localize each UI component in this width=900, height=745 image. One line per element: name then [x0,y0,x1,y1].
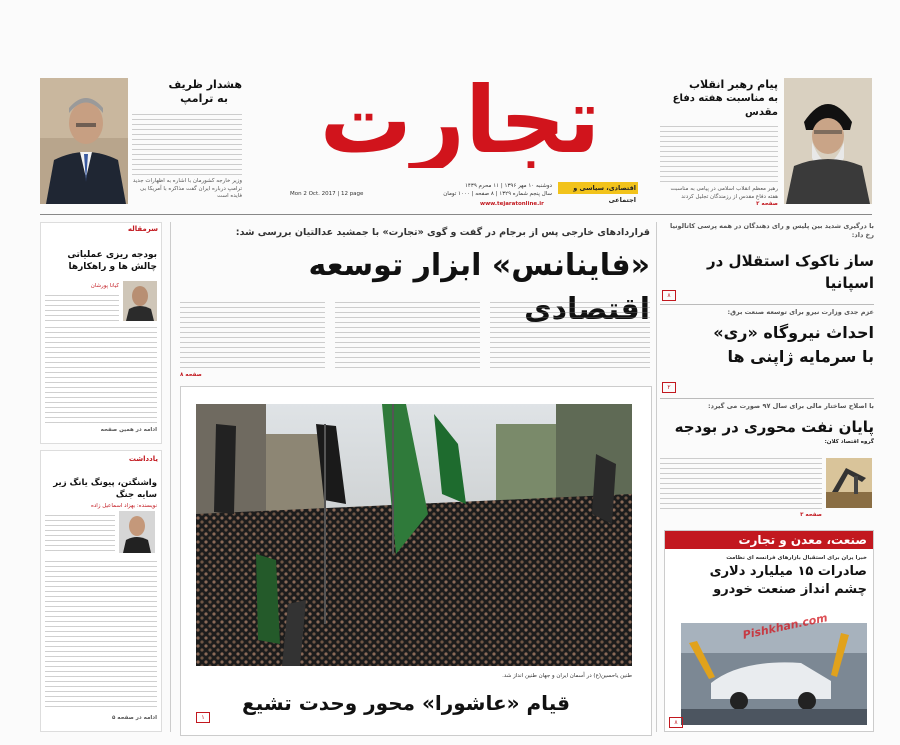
photo-headline: قیام «عاشورا» محور وحدت تشیع [242,691,570,715]
right-rule-2 [660,398,874,399]
masthead-date-latin: Mon 2 Oct. 2017 | 12 page [290,191,364,197]
left-promo-body: وزیر خارجه کشورمان با اشاره به اظهارات جدید ترامپ درباره ایران گفت مذاکره با آمریکا بی فایده است [132,178,242,199]
main-body-col1 [180,302,325,372]
spain-page-num: ۸ [662,290,676,301]
main-body-col2 [335,302,480,372]
budget-kicker: با اصلاح ساختار مالی برای سال ۹۷ صورت می گیرد: [708,402,874,410]
editorial-body-lines [45,327,157,423]
logo-text: تجارت [319,72,601,168]
right-promo-page-ref: صفحه ۲ [756,201,778,207]
main-body-col3 [490,302,650,372]
editorial-title: بودجه ریزی عملیاتی چالش ها و راهکارها [67,250,157,272]
industry-banner: صنعت، معدن و تجارت [665,531,873,549]
budget-body-lines [660,458,822,510]
powerplant-page-num: ۲ [662,382,676,393]
leader-photo [784,78,872,204]
note-intro-lines [45,515,115,555]
note-continue: ادامه در صفحه ۵ [112,715,157,721]
photo-caption: طنین یاحسین(ع) در آسمان ایران و جهان طنین انداز شد. [502,673,632,679]
editorial-intro-lines [45,295,119,321]
column-divider-right [656,222,657,732]
budget-headline: پایان نفت محوری در بودجه [674,418,874,436]
watermark: Pishkhan.com [741,611,829,642]
left-promo [132,78,242,201]
right-promo-title: پیام رهبر انقلاب [689,78,778,91]
industry-kicker: خبرا یران برای استقبال بازارهای فرانسه ای نظامت [726,555,867,561]
right-promo [660,78,778,209]
column-divider-left [170,222,171,732]
note-author: نویسنده: بهزاد اسماعیل زاده [90,503,157,509]
masthead-website: www.tejaratonline.ir [480,201,544,207]
note-body-lines [45,561,157,711]
editorial-label: سرمقاله [122,223,161,235]
spain-headline: ساز ناکوک استقلال در اسپانیا [707,252,874,292]
powerplant-headline-1: احداث نیروگاه «ری» [713,323,874,342]
right-item-powerplant [660,308,874,396]
editorial-author-photo [123,281,157,321]
left-column-note [40,450,162,732]
main-page-ref: صفحه ۸ [180,372,202,378]
right-item-budget [660,402,874,526]
left-promo-subtitle: به ترامپ [180,92,228,105]
budget-page-ref: صفحه ۳ [800,512,822,518]
spain-kicker: با درگیری شدید بین پلیس و رای دهندگان در همه پرسی کاتالونیا رخ داد: [670,222,874,239]
masthead-date2: سال پنجم شماره ۱۳۲۹ | ۸ صفحه | ۱۰۰۰ تومان [443,191,552,197]
left-promo-body-lines [132,114,242,176]
page-number-1: ۱ [196,712,210,723]
ashura-crowd-photo [196,404,632,666]
industry-headline-1: صادرات ۱۵ میلیارد دلاری [709,563,867,579]
right-item-spain [660,222,874,302]
editorial-continue: ادامه در همین صفحه [100,427,157,433]
editorial-author: کیانا پورشان [90,283,119,289]
masthead-tagline: اقتصادی، سیاسی و اجتماعی [573,184,636,204]
note-title: واشنگتن، پیونگ یانگ زیر سایه جنگ [53,478,157,500]
industry-page-num: ۸ [669,717,683,728]
main-headline: «فاینانس» ابزار توسعه اقتصادی [308,248,650,327]
industry-headline-2: چشم انداز صنعت خودرو [713,581,867,597]
note-label: یادداشت [128,455,158,463]
powerplant-kicker: عزم جدی وزارت نیرو برای توسعه صنعت برق: [727,308,874,316]
masthead-rule [40,214,872,215]
oil-pump-photo [826,458,872,508]
right-promo-body: رهبر معظم انقلاب اسلامی در پیامی به مناسبت هفته دفاع مقدس از رزمندگان تجلیل کردند [670,186,778,200]
car-factory-photo [681,623,867,725]
left-promo-title: هشدار ظریف [168,78,242,91]
right-rule-1 [660,304,874,305]
masthead-logo [290,72,630,168]
masthead-date: دوشنبه ۱۰ مهر ۱۳۹۶ | ۱۱ محرم ۱۴۳۹ [464,183,552,189]
budget-lead: گروه اقتصاد کلان: [824,439,874,445]
left-column-editorial [40,222,162,444]
right-promo-subtitle: به مناسبت هفته دفاع مقدس [672,93,778,118]
powerplant-headline-2: با سرمایه ژاپنی ها [727,347,874,366]
main-kicker: قراردادهای خارجی پس از برجام در گفت و گوی «تجارت» با جمشید عدالتیان بررسی شد: [235,227,650,238]
note-author-photo [119,511,155,553]
right-promo-body-lines [660,126,778,186]
zarif-photo [40,78,128,204]
